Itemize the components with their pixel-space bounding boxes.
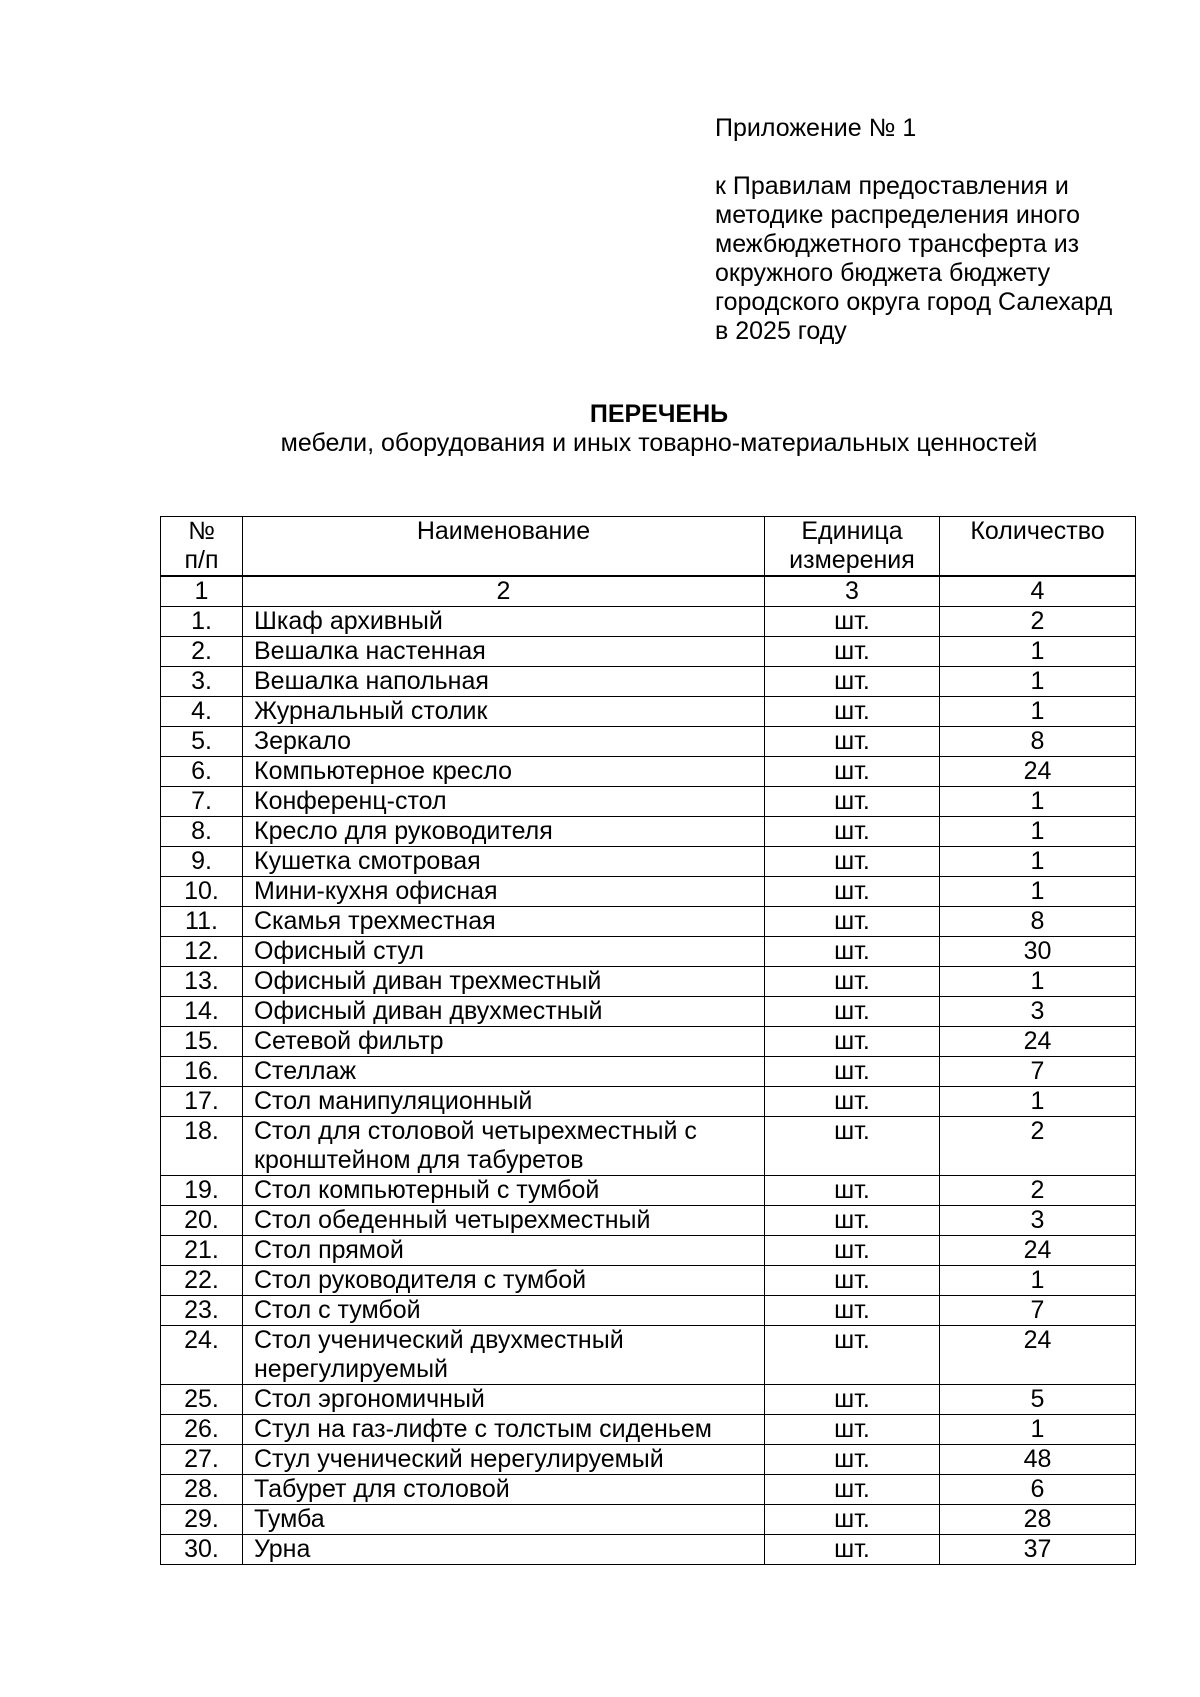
items-table	[160, 516, 1136, 1565]
row-unit: шт.	[765, 757, 940, 787]
row-unit: шт.	[765, 847, 940, 877]
row-unit: шт.	[765, 1296, 940, 1326]
index-cell: 2	[243, 576, 765, 607]
table-header	[161, 517, 1136, 577]
row-name: Скамья трехместная	[243, 907, 765, 937]
row-qty: 1	[940, 1266, 1136, 1296]
row-qty: 24	[940, 1027, 1136, 1057]
row-name: Шкаф архивный	[243, 607, 765, 637]
row-qty: 5	[940, 1385, 1136, 1415]
row-name: Тумба	[243, 1505, 765, 1535]
table-row	[161, 907, 1136, 937]
row-num: 9.	[161, 847, 243, 877]
document-heading	[0, 400, 1200, 458]
row-name: Стол ученический двухместный нерегулируемый	[243, 1326, 765, 1385]
row-num: 8.	[161, 817, 243, 847]
row-qty: 1	[940, 787, 1136, 817]
row-unit: шт.	[765, 1475, 940, 1505]
row-num: 29.	[161, 1505, 243, 1535]
row-num: 10.	[161, 877, 243, 907]
row-qty: 1	[940, 817, 1136, 847]
row-num: 18.	[161, 1117, 243, 1176]
row-unit: шт.	[765, 1385, 940, 1415]
table-row	[161, 847, 1136, 877]
table-row	[161, 637, 1136, 667]
row-qty: 3	[940, 997, 1136, 1027]
row-num: 23.	[161, 1296, 243, 1326]
header-unit-line: измерения	[789, 546, 915, 574]
row-num: 14.	[161, 997, 243, 1027]
row-num: 27.	[161, 1445, 243, 1475]
row-qty: 24	[940, 1326, 1136, 1385]
row-qty: 28	[940, 1505, 1136, 1535]
row-name: Урна	[243, 1535, 765, 1565]
row-unit: шт.	[765, 637, 940, 667]
row-qty: 24	[940, 757, 1136, 787]
row-qty: 1	[940, 847, 1136, 877]
table-row	[161, 727, 1136, 757]
row-num: 16.	[161, 1057, 243, 1087]
table-row	[161, 1296, 1136, 1326]
appendix-line: методике распределения иного	[715, 201, 1081, 229]
row-unit: шт.	[765, 1087, 940, 1117]
row-qty: 2	[940, 607, 1136, 637]
row-qty: 1	[940, 1087, 1136, 1117]
row-unit: шт.	[765, 607, 940, 637]
row-unit: шт.	[765, 1326, 940, 1385]
row-qty: 24	[940, 1236, 1136, 1266]
row-name: Конференц-стол	[243, 787, 765, 817]
row-name: Стол прямой	[243, 1236, 765, 1266]
row-unit: шт.	[765, 1236, 940, 1266]
row-num: 6.	[161, 757, 243, 787]
row-name: Стол манипуляционный	[243, 1087, 765, 1117]
appendix-line: к Правилам предоставления и	[715, 172, 1069, 200]
table-row	[161, 817, 1136, 847]
table-row	[161, 1475, 1136, 1505]
table-row	[161, 997, 1136, 1027]
appendix-line: межбюджетного трансферта из	[715, 230, 1080, 258]
header-unit	[765, 517, 940, 577]
table-row	[161, 607, 1136, 637]
table-row	[161, 1057, 1136, 1087]
row-unit: шт.	[765, 997, 940, 1027]
row-num: 3.	[161, 667, 243, 697]
table-row	[161, 1236, 1136, 1266]
row-qty: 8	[940, 727, 1136, 757]
table-row	[161, 787, 1136, 817]
row-num: 26.	[161, 1415, 243, 1445]
row-unit: шт.	[765, 1176, 940, 1206]
table-row	[161, 1326, 1136, 1385]
row-num: 5.	[161, 727, 243, 757]
row-qty: 1	[940, 877, 1136, 907]
row-unit: шт.	[765, 1027, 940, 1057]
table-row	[161, 1087, 1136, 1117]
header-num	[161, 517, 243, 577]
row-qty: 37	[940, 1535, 1136, 1565]
row-num: 17.	[161, 1087, 243, 1117]
row-name: Зеркало	[243, 727, 765, 757]
row-qty: 30	[940, 937, 1136, 967]
row-name: Офисный диван трехместный	[243, 967, 765, 997]
row-unit: шт.	[765, 1445, 940, 1475]
row-unit: шт.	[765, 1415, 940, 1445]
row-unit: шт.	[765, 1505, 940, 1535]
row-name: Стул на газ-лифте с толстым сиденьем	[243, 1415, 765, 1445]
column-index-row	[161, 576, 1136, 607]
row-unit: шт.	[765, 1206, 940, 1236]
table-row	[161, 697, 1136, 727]
index-cell: 4	[940, 576, 1136, 607]
row-num: 1.	[161, 607, 243, 637]
row-unit: шт.	[765, 1117, 940, 1176]
row-qty: 8	[940, 907, 1136, 937]
row-name: Мини-кухня офисная	[243, 877, 765, 907]
document-subtitle: мебели, оборудования и иных товарно-материальных ценностей	[280, 429, 1038, 457]
row-name: Стул ученический нерегулируемый	[243, 1445, 765, 1475]
header-num-line: №	[188, 517, 215, 545]
table-body	[161, 576, 1136, 1565]
table-row	[161, 667, 1136, 697]
row-num: 22.	[161, 1266, 243, 1296]
row-name: Стол компьютерный с тумбой	[243, 1176, 765, 1206]
row-unit: шт.	[765, 727, 940, 757]
table-row	[161, 1535, 1136, 1565]
table-row	[161, 1415, 1136, 1445]
header-unit-line: Единица	[801, 517, 903, 545]
row-num: 13.	[161, 967, 243, 997]
row-qty: 3	[940, 1206, 1136, 1236]
table-row	[161, 1266, 1136, 1296]
row-name: Вешалка напольная	[243, 667, 765, 697]
appendix-title: Приложение № 1	[715, 114, 917, 142]
row-qty: 1	[940, 697, 1136, 727]
row-num: 11.	[161, 907, 243, 937]
row-num: 25.	[161, 1385, 243, 1415]
row-num: 24.	[161, 1326, 243, 1385]
row-qty: 2	[940, 1176, 1136, 1206]
row-name: Стеллаж	[243, 1057, 765, 1087]
row-unit: шт.	[765, 1266, 940, 1296]
row-qty: 2	[940, 1117, 1136, 1176]
row-name: Кушетка смотровая	[243, 847, 765, 877]
header-name: Наименование	[243, 517, 765, 577]
row-unit: шт.	[765, 697, 940, 727]
row-unit: шт.	[765, 1057, 940, 1087]
table-row	[161, 877, 1136, 907]
row-num: 19.	[161, 1176, 243, 1206]
row-qty: 6	[940, 1475, 1136, 1505]
row-num: 28.	[161, 1475, 243, 1505]
row-name: Стол руководителя с тумбой	[243, 1266, 765, 1296]
appendix-line: окружного бюджета бюджету	[715, 259, 1051, 287]
row-qty: 7	[940, 1296, 1136, 1326]
row-name: Кресло для руководителя	[243, 817, 765, 847]
table-row	[161, 1176, 1136, 1206]
row-name: Журнальный столик	[243, 697, 765, 727]
table-row	[161, 1445, 1136, 1475]
document-title: ПЕРЕЧЕНЬ	[589, 400, 729, 428]
row-name: Сетевой фильтр	[243, 1027, 765, 1057]
row-unit: шт.	[765, 937, 940, 967]
table-row	[161, 1027, 1136, 1057]
row-unit: шт.	[765, 877, 940, 907]
row-num: 15.	[161, 1027, 243, 1057]
row-num: 2.	[161, 637, 243, 667]
row-num: 21.	[161, 1236, 243, 1266]
table-row	[161, 757, 1136, 787]
row-num: 30.	[161, 1535, 243, 1565]
index-cell: 1	[161, 576, 243, 607]
table-row	[161, 967, 1136, 997]
row-name: Вешалка настенная	[243, 637, 765, 667]
row-num: 20.	[161, 1206, 243, 1236]
row-unit: шт.	[765, 667, 940, 697]
row-name: Компьютерное кресло	[243, 757, 765, 787]
row-qty: 1	[940, 667, 1136, 697]
table-row	[161, 937, 1136, 967]
table-row	[161, 1117, 1136, 1176]
appendix-line: в 2025 году	[715, 317, 847, 345]
row-num: 4.	[161, 697, 243, 727]
row-name: Стол для столовой четырехместный с кронштейном для табуретов	[243, 1117, 765, 1176]
row-name: Стол эргономичный	[243, 1385, 765, 1415]
row-num: 7.	[161, 787, 243, 817]
row-unit: шт.	[765, 817, 940, 847]
table-row	[161, 1505, 1136, 1535]
row-qty: 1	[940, 637, 1136, 667]
row-name: Стол с тумбой	[243, 1296, 765, 1326]
row-name: Офисный диван двухместный	[243, 997, 765, 1027]
row-unit: шт.	[765, 1535, 940, 1565]
row-qty: 48	[940, 1445, 1136, 1475]
row-qty: 1	[940, 967, 1136, 997]
row-unit: шт.	[765, 907, 940, 937]
header-qty: Количество	[940, 517, 1136, 577]
row-unit: шт.	[765, 787, 940, 817]
appendix-line: городского округа город Салехард	[715, 288, 1113, 316]
header-num-line: п/п	[184, 546, 219, 574]
row-unit: шт.	[765, 967, 940, 997]
row-qty: 7	[940, 1057, 1136, 1087]
row-name: Табурет для столовой	[243, 1475, 765, 1505]
table-row	[161, 1206, 1136, 1236]
table-row	[161, 1385, 1136, 1415]
row-num: 12.	[161, 937, 243, 967]
index-cell: 3	[765, 576, 940, 607]
appendix-description	[715, 172, 1175, 346]
appendix-block	[715, 114, 1175, 346]
row-name: Стол обеденный четырехместный	[243, 1206, 765, 1236]
row-name: Офисный стул	[243, 937, 765, 967]
row-qty: 1	[940, 1415, 1136, 1445]
